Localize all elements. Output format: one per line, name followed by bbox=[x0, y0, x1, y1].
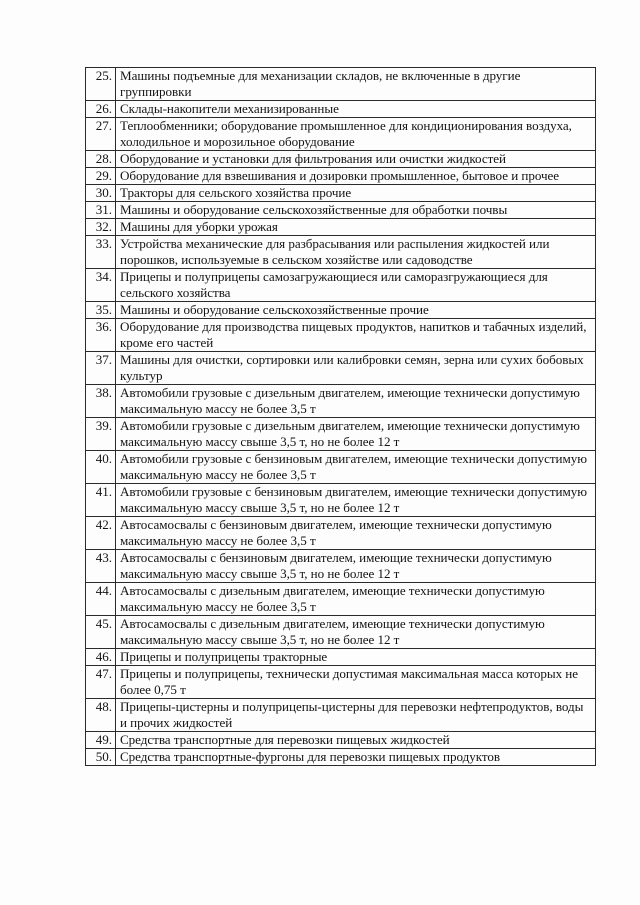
table-row bbox=[86, 168, 596, 185]
row-number: 42. bbox=[86, 517, 116, 550]
row-number: 27. bbox=[86, 118, 116, 151]
table-row bbox=[86, 666, 596, 699]
table-row bbox=[86, 699, 596, 732]
row-description: Оборудование для производства пищевых продуктов, напитков и табачных изделий, кроме его частей bbox=[116, 319, 596, 352]
row-number: 36. bbox=[86, 319, 116, 352]
row-number: 34. bbox=[86, 269, 116, 302]
row-description: Прицепы и полуприцепы, технически допустимая максимальная масса которых не более 0,75 т bbox=[116, 666, 596, 699]
row-number: 43. bbox=[86, 550, 116, 583]
row-description: Средства транспортные для перевозки пищевых жидкостей bbox=[116, 732, 596, 749]
row-number: 35. bbox=[86, 302, 116, 319]
table-row bbox=[86, 236, 596, 269]
table-row bbox=[86, 649, 596, 666]
row-number: 30. bbox=[86, 185, 116, 202]
table-row bbox=[86, 451, 596, 484]
table-row bbox=[86, 550, 596, 583]
row-description: Автосамосвалы с бензиновым двигателем, имеющие технически допустимую максимальную массу не более 3,5 т bbox=[116, 517, 596, 550]
row-description: Машины для уборки урожая bbox=[116, 219, 596, 236]
row-description: Прицепы и полуприцепы самозагружающиеся или саморазгружающиеся для сельского хозяйства bbox=[116, 269, 596, 302]
row-description: Машины и оборудование сельскохозяйственные для обработки почвы bbox=[116, 202, 596, 219]
row-description: Автосамосвалы с дизельным двигателем, имеющие технически допустимую максимальную массу свыше 3,5 т, но не более 12 т bbox=[116, 616, 596, 649]
table-row bbox=[86, 269, 596, 302]
table-row bbox=[86, 616, 596, 649]
row-description: Автомобили грузовые с бензиновым двигателем, имеющие технически допустимую максимальную массу свыше 3,5 т, но не более 12 т bbox=[116, 484, 596, 517]
row-number: 46. bbox=[86, 649, 116, 666]
row-description: Тракторы для сельского хозяйства прочие bbox=[116, 185, 596, 202]
row-description: Машины для очистки, сортировки или калибровки семян, зерна или сухих бобовых культур bbox=[116, 352, 596, 385]
table-row bbox=[86, 749, 596, 766]
row-number: 31. bbox=[86, 202, 116, 219]
table-row bbox=[86, 583, 596, 616]
table-row bbox=[86, 319, 596, 352]
row-description: Машины подъемные для механизации складов, не включенные в другие группировки bbox=[116, 68, 596, 101]
table-row bbox=[86, 517, 596, 550]
row-number: 40. bbox=[86, 451, 116, 484]
row-description: Средства транспортные-фургоны для перевозки пищевых продуктов bbox=[116, 749, 596, 766]
row-description: Оборудование для взвешивания и дозировки промышленное, бытовое и прочее bbox=[116, 168, 596, 185]
row-number: 28. bbox=[86, 151, 116, 168]
row-number: 45. bbox=[86, 616, 116, 649]
table-row bbox=[86, 385, 596, 418]
table-row bbox=[86, 118, 596, 151]
table-row bbox=[86, 68, 596, 101]
table-row bbox=[86, 151, 596, 168]
row-description: Машины и оборудование сельскохозяйственные прочие bbox=[116, 302, 596, 319]
table-row bbox=[86, 484, 596, 517]
table-row bbox=[86, 302, 596, 319]
table-row bbox=[86, 202, 596, 219]
table-body bbox=[86, 68, 596, 766]
row-number: 44. bbox=[86, 583, 116, 616]
row-number: 26. bbox=[86, 101, 116, 118]
row-description: Теплообменники; оборудование промышленное для кондиционирования воздуха, холодильное и морозильное оборудование bbox=[116, 118, 596, 151]
row-description: Автосамосвалы с бензиновым двигателем, имеющие технически допустимую максимальную массу свыше 3,5 т, но не более 12 т bbox=[116, 550, 596, 583]
row-description: Прицепы-цистерны и полуприцепы-цистерны для перевозки нефтепродуктов, воды и прочих жидкостей bbox=[116, 699, 596, 732]
row-number: 32. bbox=[86, 219, 116, 236]
row-number: 25. bbox=[86, 68, 116, 101]
row-number: 47. bbox=[86, 666, 116, 699]
row-number: 41. bbox=[86, 484, 116, 517]
row-description: Склады-накопители механизированные bbox=[116, 101, 596, 118]
row-number: 39. bbox=[86, 418, 116, 451]
table-row bbox=[86, 732, 596, 749]
row-number: 29. bbox=[86, 168, 116, 185]
row-description: Оборудование и установки для фильтрования или очистки жидкостей bbox=[116, 151, 596, 168]
row-number: 49. bbox=[86, 732, 116, 749]
table-row bbox=[86, 352, 596, 385]
row-description: Автомобили грузовые с дизельным двигателем, имеющие технически допустимую максимальную массу свыше 3,5 т, но не более 12 т bbox=[116, 418, 596, 451]
table-row bbox=[86, 185, 596, 202]
row-description: Устройства механические для разбрасывания или распыления жидкостей или порошков, используемые в сельском хозяйстве или садоводстве bbox=[116, 236, 596, 269]
row-number: 48. bbox=[86, 699, 116, 732]
table-row bbox=[86, 101, 596, 118]
row-description: Автомобили грузовые с бензиновым двигателем, имеющие технически допустимую максимальную массу не более 3,5 т bbox=[116, 451, 596, 484]
row-number: 33. bbox=[86, 236, 116, 269]
equipment-list-table bbox=[85, 67, 596, 766]
row-number: 37. bbox=[86, 352, 116, 385]
row-description: Автосамосвалы с дизельным двигателем, имеющие технически допустимую максимальную массу не более 3,5 т bbox=[116, 583, 596, 616]
row-description: Автомобили грузовые с дизельным двигателем, имеющие технически допустимую максимальную массу не более 3,5 т bbox=[116, 385, 596, 418]
table-row bbox=[86, 219, 596, 236]
row-number: 50. bbox=[86, 749, 116, 766]
row-number: 38. bbox=[86, 385, 116, 418]
row-description: Прицепы и полуприцепы тракторные bbox=[116, 649, 596, 666]
table-row bbox=[86, 418, 596, 451]
